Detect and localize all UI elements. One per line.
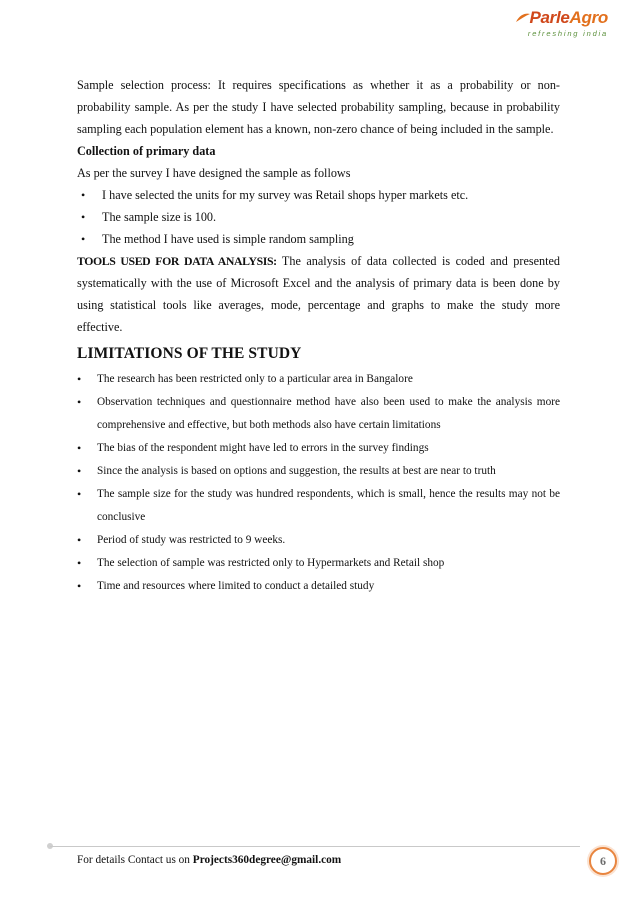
primary-data-lead: As per the survey I have designed the sample as follows [77, 166, 351, 180]
tools-paragraph [77, 250, 560, 338]
tools-label: TOOLS USED FOR DATA ANALYSIS: [77, 254, 277, 268]
parle-agro-logo [513, 8, 608, 50]
list-item: • The method I have used is simple random sampling [77, 228, 560, 250]
list-item: • The research has been restricted only to a particular area in Bangalore [77, 368, 560, 391]
footer-email: Projects360degree@gmail.com [192, 854, 342, 866]
primary-data-heading: Collection of primary data [77, 144, 216, 158]
list-item: • Since the analysis is based on options and suggestion, the results at best are near to truth [77, 460, 560, 483]
footer-contact [77, 852, 341, 868]
list-item: • The sample size for the study was hundred respondents, which is small, hence the results may not be conclusive [77, 483, 560, 529]
list-item: • I have selected the units for my survey was Retail shops hyper markets etc. [77, 184, 560, 206]
logo-brand-agro: Agro [569, 8, 608, 27]
list-item: • The sample size is 100. [77, 206, 560, 228]
primary-data-list [77, 184, 560, 250]
list-item: • Time and resources where limited to conduct a detailed study [77, 575, 560, 598]
list-item: • The bias of the respondent might have led to errors in the survey findings [77, 437, 560, 460]
footer-rule [50, 846, 580, 847]
tools-text: The analysis of data collected is coded and presented systematically with the use of Microsoft Excel and the analysis of primary data is been done by using statistical tools like averages, mode, percentage and graphs to make the study more effective. [77, 254, 560, 334]
limitations-heading: LIMITATIONS OF THE STUDY [77, 345, 302, 362]
logo-tagline: refreshing india [527, 29, 608, 38]
sample-selection-paragraph: Sample selection process: It requires specifications as whether it as a probability or non-probability sample. As per the study I have selected probability sampling, because in probability sampling each population element has a known, non-zero chance of being included in the sample. [77, 78, 560, 136]
limitations-list [77, 368, 560, 598]
leaf-swoosh-icon [515, 12, 531, 24]
list-item: • Period of study was restricted to 9 weeks. [77, 529, 560, 552]
list-item: • The selection of sample was restricted only to Hypermarkets and Retail shop [77, 552, 560, 575]
page-number-badge: 6 [589, 847, 617, 875]
page-content [77, 74, 560, 598]
list-item: • Observation techniques and questionnaire method have also been used to make the analysis more comprehensive and effective, but both methods also have certain limitations [77, 391, 560, 437]
footer-contact-prefix: For details Contact us on [77, 854, 193, 866]
logo-brand-parle: Parle [529, 8, 570, 27]
